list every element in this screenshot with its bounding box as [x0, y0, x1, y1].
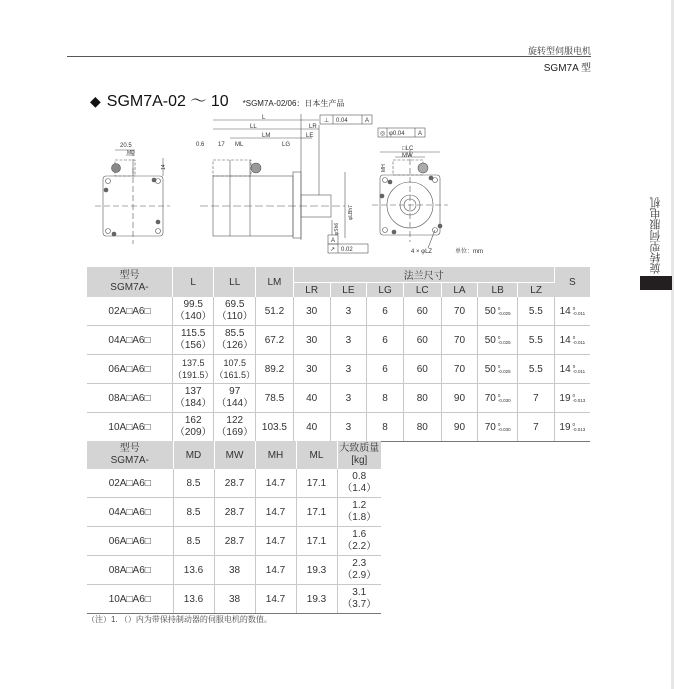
col-la: LA: [441, 283, 478, 298]
svg-text:LL: LL: [250, 124, 257, 130]
svg-text:L: L: [262, 115, 266, 121]
table-row: 06A□A6□ 8.5 28.7 14.7 17.1 1.6 （2.2）: [87, 527, 381, 556]
col-ml: ML: [296, 441, 337, 469]
col-ll: LL: [214, 267, 256, 297]
section-note: *SGM7A-02/06：日本生产品: [242, 99, 345, 108]
connector-mass-table: [87, 441, 381, 614]
col-flange-group: 法兰尺寸: [293, 267, 554, 283]
side-tab-marker: [640, 276, 672, 290]
table-row: 10A□A6□ 13.6 38 14.7 19.3 3.1 （3.7）: [87, 585, 381, 614]
table-row: 06A□A6□ 137.5 （191.5） 107.5 （161.5） 89.2 30 3 6 60 70 50 0 -0.025 5.5 14 0 -0.011: [87, 355, 590, 384]
col-mass: 大致质量 [kg]: [337, 441, 381, 469]
svg-text:MW: MW: [402, 153, 413, 159]
table-row: 02A□A6□ 8.5 28.7 14.7 17.1 0.8 （1.4）: [87, 469, 381, 498]
svg-text:A: A: [331, 238, 336, 244]
col-le: LE: [330, 283, 367, 298]
svg-text:14: 14: [161, 164, 167, 170]
svg-text:LE: LE: [306, 133, 314, 139]
col-mh: MH: [255, 441, 296, 469]
table-row: 10A□A6□ 162 （209） 122 （169） 103.5 40 3 8 80 90 70 0 -0.030 7 19 0 -0.013: [87, 413, 590, 442]
col-s: S: [554, 267, 590, 297]
table-row: 04A□A6□ 115.5 （156） 85.5 （126） 67.2 30 3 6 60 70 50 0 -0.025 5.5 14 0 -0.011: [87, 326, 590, 355]
front-view-drawing: [372, 128, 483, 255]
side-tab-label: 旋转型伺服电机: [650, 197, 662, 274]
svg-text:φ0.04: φ0.04: [389, 131, 405, 137]
footnote: （注）1. （）内为带保持制动器的伺服电机的数值。: [87, 615, 272, 624]
svg-text:0.02: 0.02: [341, 247, 353, 253]
svg-text:A: A: [418, 131, 423, 137]
table-row: 08A□A6□ 13.6 38 14.7 19.3 2.3 （2.9）: [87, 556, 381, 585]
flange-dimension-table: [87, 267, 590, 442]
svg-text:4 × φLZ: 4 × φLZ: [411, 249, 433, 255]
table-row: 08A□A6□ 137 （184） 97 （144） 78.5 40 3 8 80 90 70 0 -0.030 7 19 0 -0.013: [87, 384, 590, 413]
svg-text:0.04: 0.04: [336, 118, 348, 124]
col-md: MD: [173, 441, 214, 469]
col-lr: LR: [293, 283, 330, 298]
header-category: 旋转型伺服电机: [527, 46, 591, 56]
col-model: 型号 SGM7A-: [87, 267, 172, 297]
table-row: 04A□A6□ 8.5 28.7 14.7 17.1 1.2 （1.8）: [87, 498, 381, 527]
svg-text:LR: LR: [309, 124, 317, 130]
svg-text:单位：mm: 单位：mm: [455, 249, 483, 255]
back-view-drawing: [95, 143, 170, 244]
dimension-drawing: [90, 110, 520, 260]
svg-text:MH: MH: [381, 164, 387, 172]
table-row: 02A□A6□ 99.5 （140） 69.5 （110） 51.2 30 3 6 60 70 50 0 -0.025 5.5 14 0 -0.011: [87, 297, 590, 326]
col-lc: LC: [403, 283, 441, 298]
svg-text:20.5: 20.5: [120, 143, 132, 149]
svg-text:LG: LG: [282, 142, 291, 148]
svg-text:φLBh7: φLBh7: [348, 205, 354, 220]
col-lb: LB: [478, 283, 518, 298]
col-model: 型号 SGM7A-: [87, 441, 173, 469]
svg-text:⊥: ⊥: [324, 118, 330, 124]
col-mw: MW: [214, 441, 255, 469]
col-lg: LG: [367, 283, 404, 298]
svg-text:MD: MD: [127, 150, 135, 156]
svg-text:↗: ↗: [330, 247, 336, 253]
svg-text:A: A: [365, 118, 370, 124]
svg-text:17: 17: [218, 142, 225, 148]
col-lz: LZ: [518, 283, 555, 298]
svg-text:□LC: □LC: [402, 146, 414, 152]
side-view-drawing: [196, 114, 372, 253]
header-series: SGM7A 型: [543, 63, 591, 74]
svg-text:φSh6: φSh6: [334, 222, 340, 235]
col-l: L: [172, 267, 214, 297]
svg-text:LM: LM: [262, 133, 271, 139]
header-rule: [67, 56, 591, 57]
svg-text:ML: ML: [235, 142, 244, 148]
section-title: [90, 88, 344, 111]
col-lm: LM: [256, 267, 294, 297]
svg-text:0.6: 0.6: [196, 142, 205, 148]
diamond-bullet-icon: ◆: [90, 93, 101, 109]
section-title-text: SGM7A-02 ～ 10: [106, 93, 229, 110]
svg-text:◎: ◎: [380, 131, 386, 137]
